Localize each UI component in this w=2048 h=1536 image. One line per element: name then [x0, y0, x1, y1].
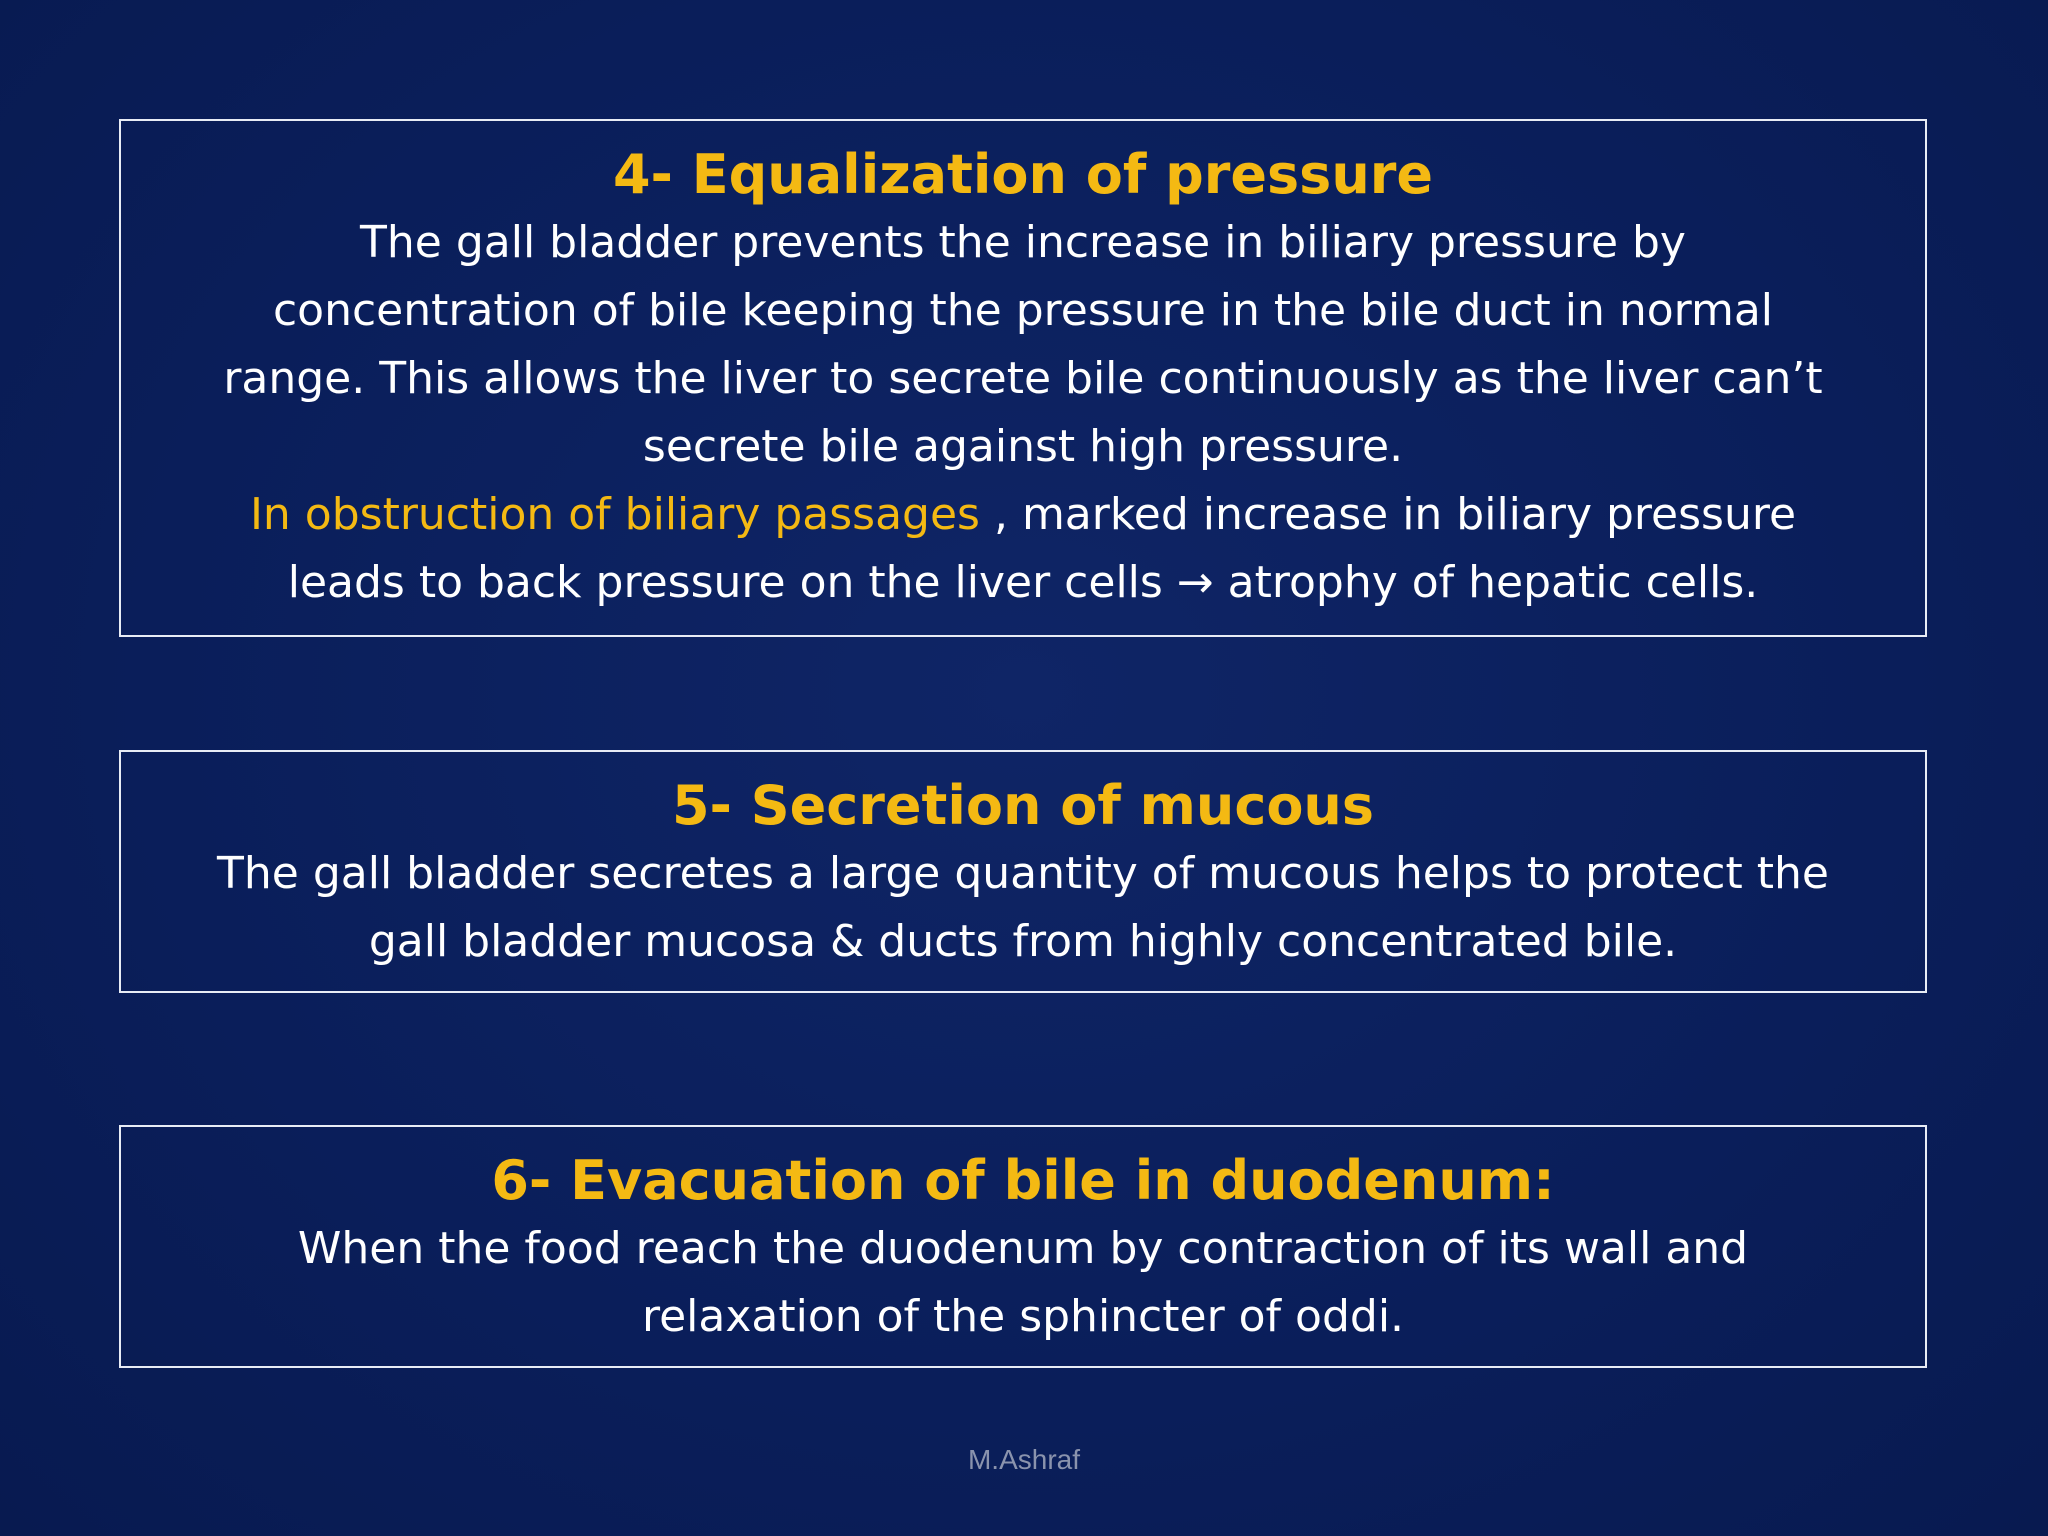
highlight-text: In obstruction of biliary passages: [249, 489, 980, 540]
body-line: When the food reach the duodenum by contraction of its wall and: [297, 1223, 1749, 1274]
body-line: relaxation of the sphincter of oddi.: [641, 1291, 1405, 1342]
body-line: range. This allows the liver to secrete bile continuously as the liver can’t: [223, 353, 1823, 404]
footer-author: M.Ashraf: [967, 1444, 1081, 1475]
body-line: The gall bladder prevents the increase in biliary pressure by: [360, 217, 1686, 268]
section-body: [121, 840, 1925, 976]
body-line: gall bladder mucosa & ducts from highly concentrated bile.: [368, 916, 1678, 967]
section-body: [121, 209, 1925, 617]
highlight-rest-text: , marked increase in biliary pressure: [979, 489, 1797, 540]
section-title: 5- Secretion of mucous: [671, 774, 1375, 837]
body-line-highlighted: [121, 481, 1925, 549]
body-line: The gall bladder secretes a large quantity of mucous helps to protect the: [217, 848, 1829, 899]
section-equalization-of-pressure: [119, 119, 1927, 637]
section-evacuation-of-bile: [119, 1125, 1927, 1368]
body-line: concentration of bile keeping the pressure in the bile duct in normal: [272, 285, 1774, 336]
section-body: [121, 1215, 1925, 1351]
section-secretion-of-mucous: [119, 750, 1927, 993]
section-title: 6- Evacuation of bile in duodenum:: [491, 1149, 1555, 1212]
body-line: leads to back pressure on the liver cells → atrophy of hepatic cells.: [287, 557, 1759, 608]
section-title: 4- Equalization of pressure: [612, 143, 1434, 206]
body-line: secrete bile against high pressure.: [642, 421, 1404, 472]
